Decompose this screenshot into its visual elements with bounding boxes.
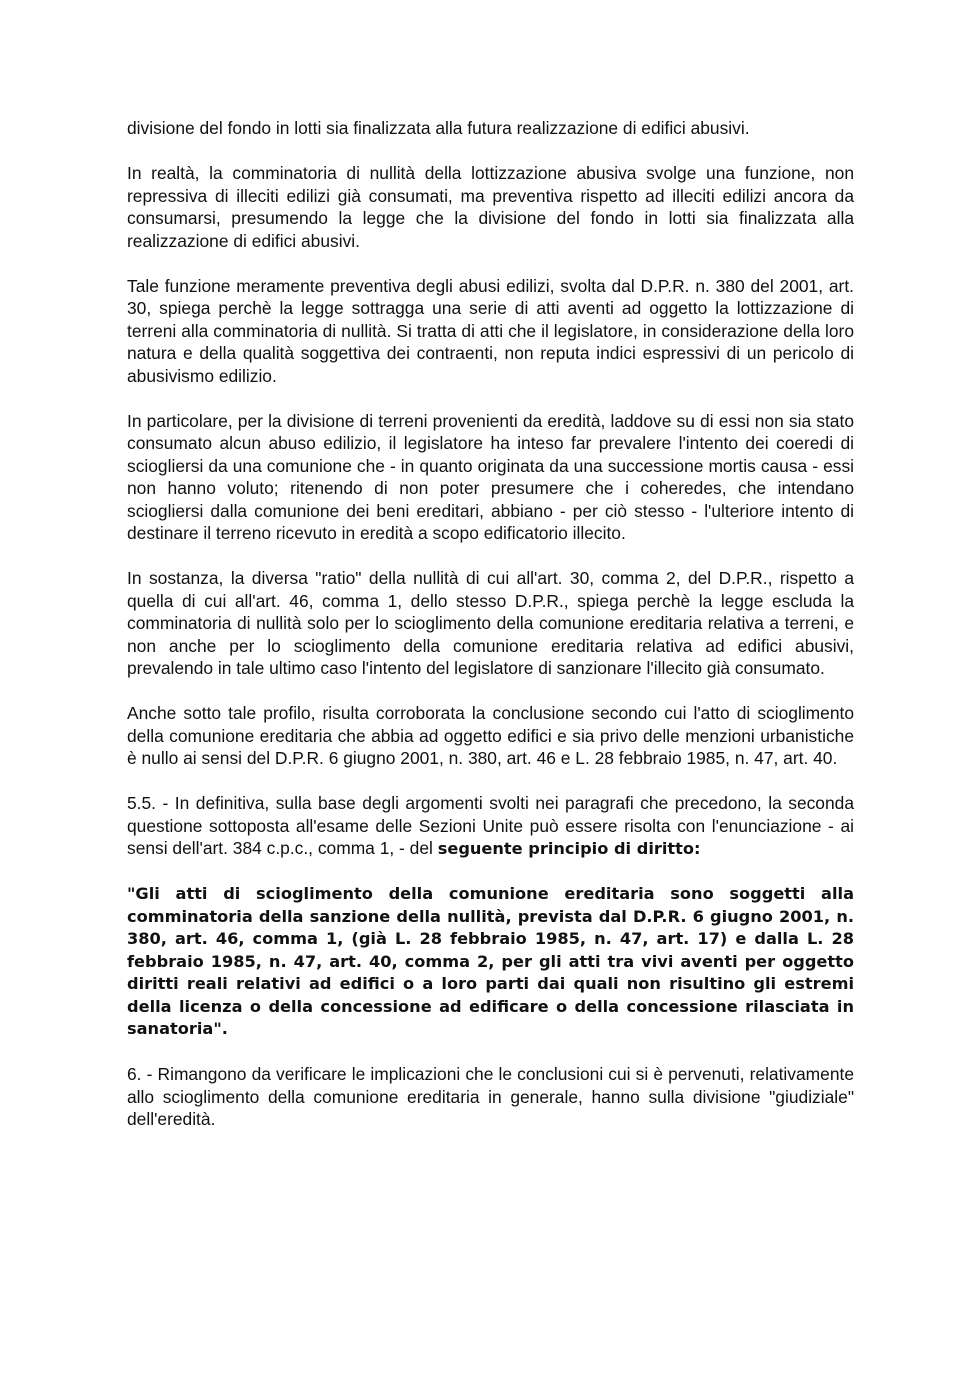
principle-heading: seguente principio di diritto: bbox=[437, 839, 701, 858]
paragraph-conclusion: Anche sotto tale profilo, risulta corroborata la conclusione secondo cui l'atto di scioglimento della comunione ereditaria che abbia ad oggetto edifici e sia privo delle menzioni urbanistiche è nullo ai sensi del D.P.R. 6 giugno 2001, n. 380, art. 46 e L. 28 febbraio 1985, n. 47, art. 40. bbox=[127, 703, 854, 768]
paragraph-preventive-function: In realtà, la comminatoria di nullità della lottizzazione abusiva svolge una funzione, non repressiva di illeciti edilizi già consumati, ma preventiva rispetto ad illeciti edilizi ancora da consumarsi, presumendo la legge che la divisione del fondo in lotti sia finalizzata alla realizzazione di edifici abusivi. bbox=[127, 163, 854, 251]
principle-of-law: "Gli atti di scioglimento della comunione ereditaria sono soggetti alla comminatoria della sanzione della nullità, prevista dal D.P.R. 6 giugno 2001, n. 380, art. 46, comma 1, (già L. 28 febbraio 1985, n. 47, art. 17) e dalla L. 28 febbraio 1985, n. 47, art. 40, comma 2, per gli atti tra vivi aventi per oggetto diritti reali relativi ad edifici o a loro parti dai quali non risultino gli estremi della licenza o della concessione ad edificare o della concessione rilasciata in sanatoria". bbox=[127, 884, 854, 1038]
document-page bbox=[127, 117, 854, 1131]
paragraph-ratio: In sostanza, la diversa "ratio" della nullità di cui all'art. 30, comma 2, del D.P.R., rispetto a quella di cui all'art. 46, comma 1, dello stesso D.P.R., spiega perchè la legge escluda la comminatoria di nullità solo per lo scioglimento della comunione ereditaria relativa a terreni, e non anche per lo scioglimento della comunione ereditaria relativa ad edifici abusivi, prevalendo in tale ultimo caso l'intento del legislatore di sanzionare l'illecito già consumato. bbox=[127, 568, 854, 678]
paragraph-division-lots: divisione del fondo in lotti sia finalizzata alla futura realizzazione di edifici abusivi. bbox=[127, 118, 750, 138]
paragraph-judicial-division: 6. - Rimangono da verificare le implicazioni che le conclusioni cui si è pervenuti, relativamente allo scioglimento della comunione ereditaria in generale, hanno sulla divisione "giudiziale" dell'eredità. bbox=[127, 1064, 854, 1129]
definitive-text: 5.5. - In definitiva, sulla base degli argomenti svolti nei paragrafi che precedono, la seconda questione sottoposta all'esame delle Sezioni Unite può essere risolta con l'enunciazione - ai sensi dell'art. 384 c.p.c., comma 1, - del bbox=[127, 793, 854, 858]
paragraph-dpr-380: Tale funzione meramente preventiva degli abusi edilizi, svolta dal D.P.R. n. 380 del 2001, art. 30, spiega perchè la legge sottragga una serie di atti aventi ad oggetto la lottizzazione di terreni alla comminatoria di nullità. Si tratta di atti che il legislatore, in considerazione della loro natura e della qualità soggettiva dei contraenti, non reputa indici espressivi di un pericolo di abusivismo edilizio. bbox=[127, 275, 854, 386]
paragraph-definitive bbox=[127, 792, 854, 861]
paragraph-inheritance-division: In particolare, per la divisione di terreni provenienti da eredità, laddove su di essi non sia stato consumato alcun abuso edilizio, il legislatore ha inteso far prevalere l'intento dei coeredi di sciogliersi da una comunione che - in quanto originata da una successione mortis causa - essi non hanno voluto; ritenendo di non poter presumere che i coheredes, che intendano sciogliersi dalla comunione dei beni ereditari, abbiano - per ciò stesso - l'ulteriore intento di destinare il terreno ricevuto in eredità a scopo edificatorio illecito. bbox=[127, 410, 854, 543]
